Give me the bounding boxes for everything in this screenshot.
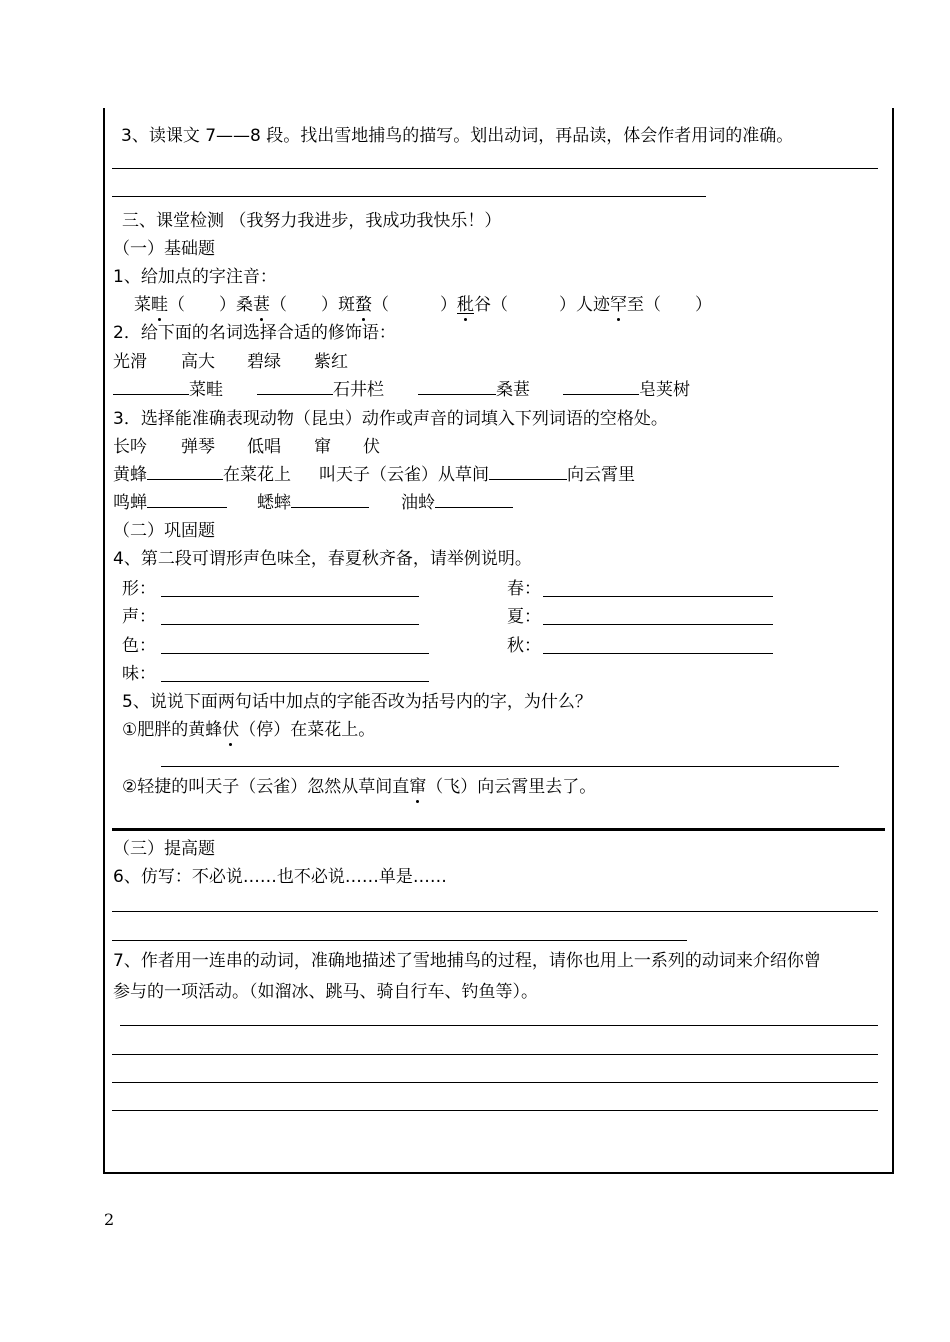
q5-sentence-2: ②轻捷的叫天子（云雀）忽然从草间直窜（飞）向云霄里去了。 [122,777,597,797]
q2-question: 2．给下面的名词选择合适的修饰语： [113,323,396,343]
answer-line [161,653,429,654]
answer-line [112,911,878,912]
q3b-line2-item: 油蛉 [401,492,513,514]
q5-sentence-1: ①肥胖的黄蜂伏（停）在菜花上。 [122,720,376,740]
answer-line [161,681,429,682]
subsection-basic: （一）基础题 [113,239,215,259]
answer-line [161,766,839,767]
page-number: 2 [104,1210,115,1229]
section-title: 三、课堂检测 （我努力我进步，我成功我快乐！） [122,211,502,231]
q1-question: 1、给加点的字注音： [113,267,277,287]
q4-left-label: 色： [122,636,156,656]
answer-line [112,196,706,197]
q3b-line2-item: 蟋蟀 [257,492,369,514]
q4-left-label: 味： [122,664,156,684]
subsection-consolidate: （二）巩固题 [113,521,215,541]
q3b-option: 伏 [363,437,380,457]
q3b-option: 弹琴 [181,437,215,457]
q4-right-label: 春： [507,579,541,599]
q5-question: 5、说说下面两句话中加点的字能否改为括号内的字，为什么？ [122,692,592,712]
q6-question: 6、仿写：不必说……也不必说……单是…… [113,867,447,887]
q2-option: 高大 [181,352,215,372]
q3-reading-question: 3、读课文 7——8 段。找出雪地捕鸟的描写。划出动词，再品读，体会作者用词的准确。 [121,126,794,146]
q3b-line2-item: 鸣蝉 [113,492,227,514]
answer-line [543,624,773,625]
q2-blank-item: 皂荚树 [563,379,690,401]
q4-right-label: 夏： [507,607,541,627]
subsection-advanced: （三）提高题 [113,839,215,859]
answer-line [543,653,773,654]
answer-line [120,1025,878,1026]
q3b-option: 长吟 [113,437,147,457]
answer-line [543,596,773,597]
q3b-line1: 黄蜂 在菜花上 叫天子（云雀）从草间 向云霄里 [113,465,635,485]
q4-question: 4、第二段可谓形声色味全，春夏秋齐备，请举例说明。 [113,549,532,569]
answer-line [161,596,419,597]
q3b-question: 3．选择能准确表现动物（昆虫）动作或声音的词填入下列词语的空格处。 [113,409,668,429]
q2-blank-item: 桑葚 [418,379,530,401]
q4-left-label: 形： [122,579,156,599]
answer-line [112,168,878,169]
q2-option: 紫红 [314,352,348,372]
answer-line [161,624,419,625]
q1-items: 菜畦（ ）桑葚（ ）斑蝥（ ）秕谷（ ）人迹罕至（ ） [134,295,712,315]
q7-question-line2: 参与的一项活动。（如溜冰、跳马、骑自行车、钓鱼等）。 [113,982,538,1002]
q4-left-label: 声： [122,607,156,627]
q3b-option: 低唱 [247,437,281,457]
q2-option: 光滑 [113,352,147,372]
q7-question-line1: 7、作者用一连串的动词，准确地描述了雪地捕鸟的过程，请你也用上一系列的动词来介绍你曾 [113,951,821,971]
q2-blank-item: 菜畦 [113,379,223,401]
q2-option: 碧绿 [247,352,281,372]
answer-line [112,940,687,941]
answer-line [112,1054,878,1055]
q3b-option: 窜 [314,437,331,457]
answer-line [112,1082,878,1083]
q4-right-label: 秋： [507,636,541,656]
q2-blank-item: 石井栏 [257,379,384,401]
section-divider [112,828,885,831]
answer-line [112,1110,878,1111]
